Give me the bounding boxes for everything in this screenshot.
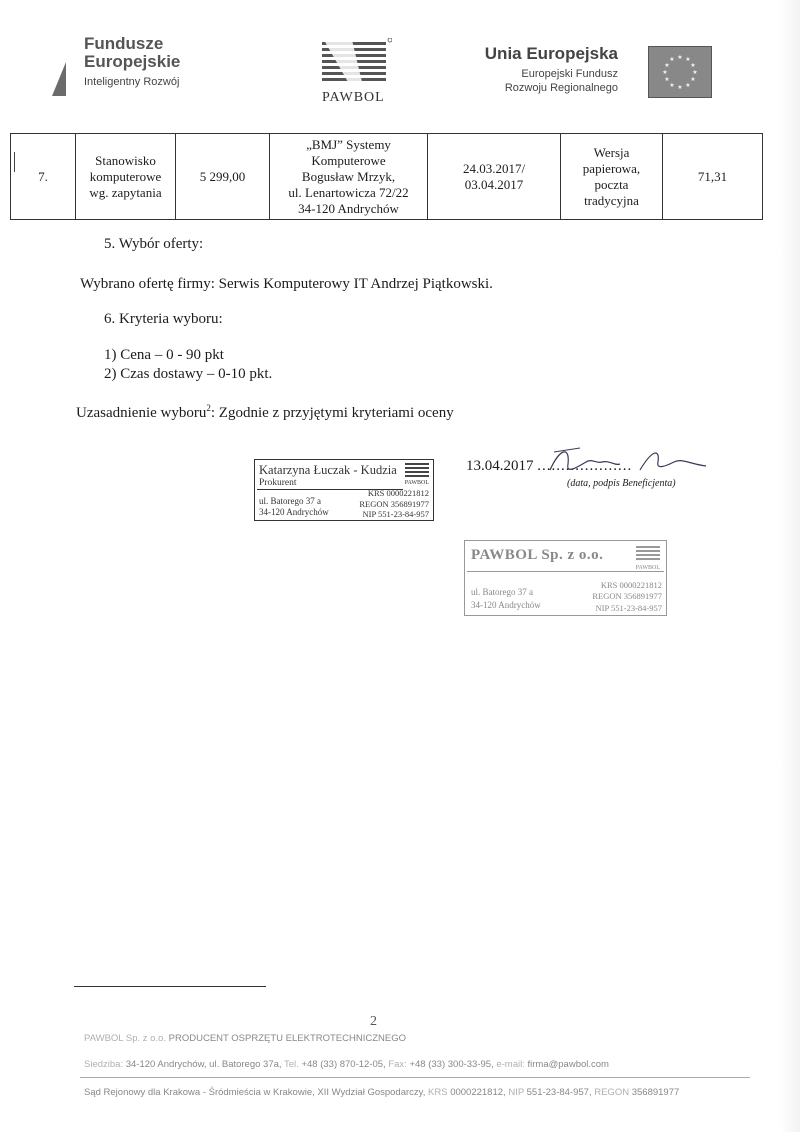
page-number: 2	[370, 1014, 377, 1029]
criterion-price: 1) Cena – 0 - 90 pkt	[104, 347, 224, 363]
svg-text:★: ★	[685, 56, 691, 63]
stamp-company-name: PAWBOL Sp. z o.o.	[471, 547, 604, 563]
svg-text:★: ★	[685, 82, 691, 89]
stamp-krs: KRS 0000221812	[600, 580, 662, 590]
stamp-logo-icon	[405, 462, 429, 480]
stamp-street: ul. Batorego 37 a	[259, 496, 321, 506]
section-6-heading: 6. Kryteria wyboru:	[104, 311, 223, 327]
handwritten-signature	[540, 440, 710, 482]
prokurent-stamp	[254, 459, 434, 521]
stamp-brand: PAWBOL	[635, 565, 660, 571]
stamp-city: 34-120 Andrychów	[471, 600, 541, 610]
scan-edge-shadow	[780, 0, 800, 1132]
svg-text:★: ★	[669, 56, 675, 63]
svg-text:★: ★	[692, 69, 698, 76]
pawbol-logo-text: PAWBOL	[322, 90, 385, 105]
company-stamp	[464, 540, 667, 616]
offer-points-cell: 71,31	[663, 134, 763, 220]
svg-text:★: ★	[690, 76, 696, 83]
stamp-regon: REGON 356891977	[592, 591, 662, 601]
svg-text:★: ★	[677, 84, 683, 91]
ue-logo-line1: Unia Europejska	[484, 44, 618, 63]
stamp-logo-icon	[636, 545, 660, 563]
offer-price-cell: 5 299,00	[176, 134, 270, 220]
stamp-nip: NIP 551-23-84-957	[362, 509, 429, 519]
stamp-street: ul. Batorego 37 a	[471, 587, 533, 597]
offer-vendor-cell: „BMJ” Systemy Komputerowe Bogusław Mrzyk, ul. Lenartowicza 72/22 34-120 Andrychów	[270, 134, 428, 220]
signature-caption: (data, podpis Beneficjenta)	[567, 478, 676, 489]
svg-text:★: ★	[664, 62, 670, 69]
svg-text:★: ★	[690, 62, 696, 69]
stamp-regon: REGON 356891977	[359, 499, 429, 509]
footnote-separator	[74, 986, 266, 987]
fe-logo-line3: Inteligentny Rozwój	[84, 76, 180, 88]
footer-company-line: PAWBOL Sp. z o.o. PRODUCENT OSPRZĘTU ELEKTROTECHNICZNEGO	[84, 1033, 407, 1044]
pawbol-logo	[318, 38, 398, 108]
stamp-krs: KRS 0000221812	[367, 488, 429, 498]
footnote-ref: 2	[206, 403, 211, 413]
footer-address-line: Siedziba: 34-120 Andrychów, ul. Batorego 37a, Tel. +48 (33) 870-12-05, Fax: +48 (33) 300-33-95, e-mail: firma@pawbol.com	[84, 1059, 609, 1070]
fe-flag-icon	[52, 62, 66, 96]
svg-text:★: ★	[677, 54, 683, 61]
justification-text: Uzasadnienie wyboru$^2$: Zgodnie z przyjętymi kryteriami oceny	[76, 403, 454, 421]
stamp-person-role: Prokurent	[259, 478, 297, 488]
stamp-brand: PAWBOL	[404, 480, 429, 486]
unia-europejska-logo	[470, 44, 720, 104]
svg-text:★: ★	[669, 82, 675, 89]
footer-rule	[80, 1077, 750, 1078]
offer-number-cell: 7.	[11, 134, 76, 220]
offer-form-cell: Wersja papierowa, poczta tradycyjna	[561, 134, 663, 220]
pawbol-emblem-icon	[322, 38, 392, 88]
offer-item-cell: Stanowisko komputerowe wg. zapytania	[76, 134, 176, 220]
svg-text:★: ★	[664, 76, 670, 83]
fundusze-europejskie-logo	[48, 34, 238, 104]
footer-court-line: Sąd Rejonowy dla Krakowa - Śródmieścia w Krakowie, XII Wydział Gospodarczy, KRS 0000221812, NIP 551-23-84-957, REGON 356891977	[84, 1087, 680, 1098]
footer-email: firma@pawbol.com	[527, 1059, 609, 1070]
section-5-heading: 5. Wybór oferty:	[104, 236, 204, 252]
stamp-divider	[467, 571, 664, 572]
ue-logo-line3: Rozwoju Regionalnego	[504, 82, 618, 94]
eu-flag-icon	[648, 46, 712, 98]
fe-logo-line2: Europejskie	[84, 52, 181, 71]
ue-logo-line2: Europejski Fundusz	[521, 68, 618, 80]
svg-text:★: ★	[662, 69, 668, 76]
offers-table	[10, 133, 763, 220]
stamp-nip: NIP 551-23-84-957	[595, 603, 662, 613]
fe-logo-line1: Fundusze	[84, 34, 164, 53]
stamp-city: 34-120 Andrychów	[259, 507, 329, 517]
offer-dates-cell: 24.03.2017/ 03.04.2017	[428, 134, 561, 220]
stamp-person-name: Katarzyna Łuczak - Kudzia	[259, 463, 397, 477]
table-row	[11, 134, 763, 220]
signature-date-line: 13.04.2017 ....................	[466, 458, 633, 474]
chosen-offer-text: Wybrano ofertę firmy: Serwis Komputerowy IT Andrzej Piątkowski.	[80, 276, 493, 292]
criterion-delivery: 2) Czas dostawy – 0-10 pkt.	[104, 366, 273, 382]
